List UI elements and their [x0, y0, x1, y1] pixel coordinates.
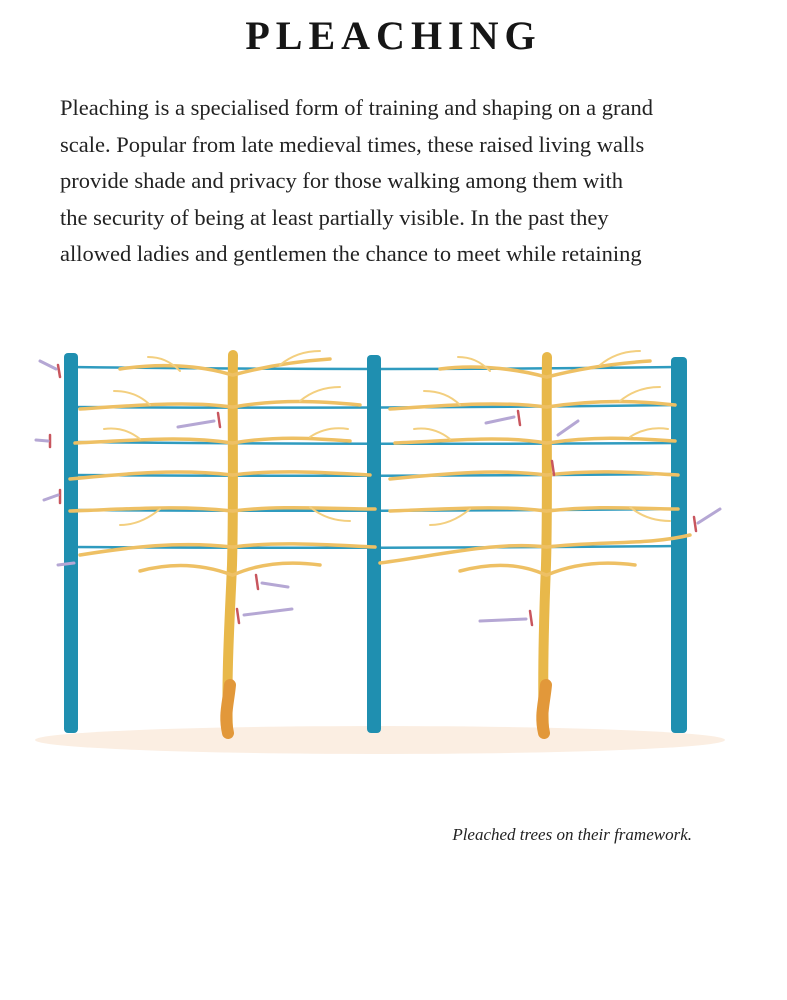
pleached-trees-illustration: [30, 335, 730, 765]
post-left: [64, 353, 78, 733]
tree-right: [380, 351, 690, 733]
page-title: PLEACHING: [245, 13, 542, 58]
paragraph-line: the security of being at least partially visible. In the past they: [60, 204, 609, 230]
figure-caption: Pleached trees on their framework.: [452, 825, 692, 844]
paragraph-line: provide shade and privacy for those walking among them with: [60, 168, 623, 193]
post-right: [671, 357, 687, 733]
paragraph-line: allowed ladies and gentlemen the chance to meet while retaining: [60, 241, 642, 266]
paragraph-line: Pleaching is a specialised form of training and shaping on a grand: [60, 95, 653, 120]
post-middle: [367, 355, 381, 733]
intro-paragraph: [60, 90, 740, 273]
paragraph-line: scale. Popular from late medieval times, these raised living walls: [60, 131, 645, 157]
